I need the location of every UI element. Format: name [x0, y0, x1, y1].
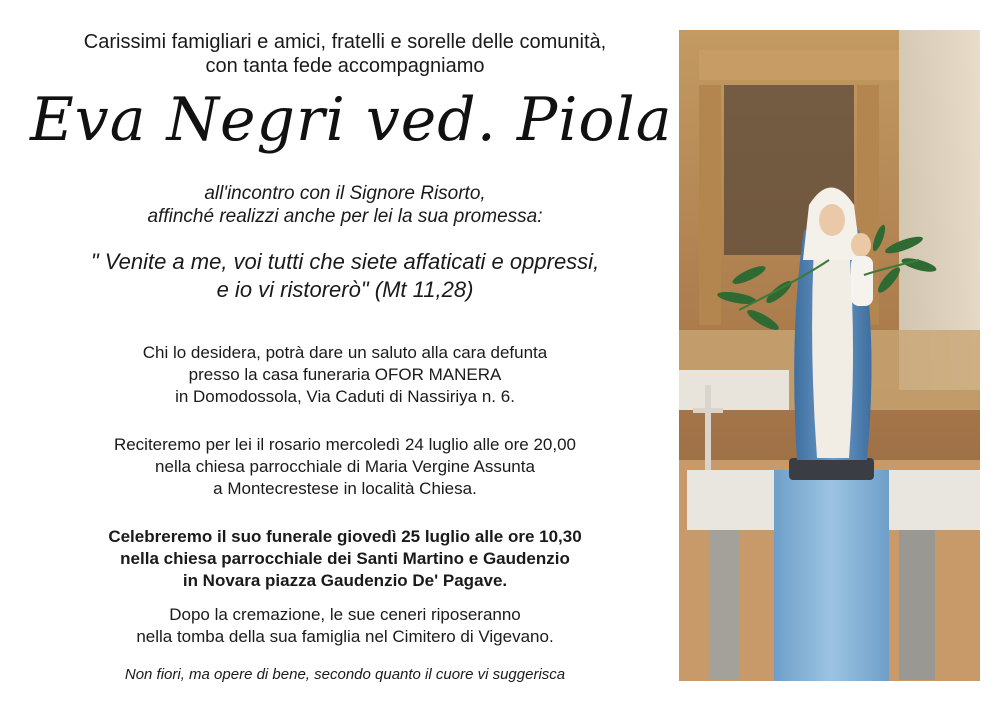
intro-line-2: con tanta fede accompagniamo — [205, 55, 485, 77]
statue-illustration — [679, 30, 980, 681]
quote-line-2: e io vi ristorerò" (Mt 11,28) — [216, 277, 474, 302]
ashes-line-1: Dopo la cremazione, le sue ceneri riposeranno — [169, 605, 521, 624]
visit-line-1: Chi lo desidera, potrà dare un saluto alla cara defunta — [142, 343, 548, 362]
visit-line-3: in Domodossola, Via Caduti di Nassiriya n. 6. — [175, 387, 515, 406]
obituary-text — [30, 0, 673, 707]
rosary-line-3: a Montecrestese in località Chiesa. — [213, 479, 477, 498]
deceased-name: Eva Negri ved. Piola — [30, 85, 673, 155]
intro-line-1: Carissimi famigliari e amici, fratelli e sorelle delle comunità, — [83, 31, 607, 53]
meet-line-1: all'incontro con il Signore Risorto, — [204, 183, 486, 204]
rosary-line-2: nella chiesa parrocchiale di Maria Vergine Assunta — [155, 457, 535, 476]
visit-line-2: presso la casa funeraria OFOR MANERA — [188, 365, 502, 384]
rosary-line-1: Reciteremo per lei il rosario mercoledì 24 luglio alle ore 20,00 — [113, 435, 577, 454]
quote-line-1: " Venite a me, voi tutti che siete affaticati e oppressi, — [90, 249, 600, 274]
footer-note: Non fiori, ma opere di bene, secondo quanto il cuore vi suggerisca — [124, 666, 566, 683]
madonna-statue-photo — [679, 30, 980, 681]
funeral-line-2: nella chiesa parrocchiale dei Santi Martino e Gaudenzio — [120, 549, 570, 568]
ashes-line-2: nella tomba della sua famiglia nel Cimitero di Vigevano. — [136, 627, 554, 646]
funeral-line-1: Celebreremo il suo funerale giovedì 25 luglio alle ore 10,30 — [108, 527, 582, 546]
funeral-line-3: in Novara piazza Gaudenzio De' Pagave. — [182, 571, 508, 590]
meet-line-2: affinché realizzi anche per lei la sua promessa: — [147, 206, 543, 227]
